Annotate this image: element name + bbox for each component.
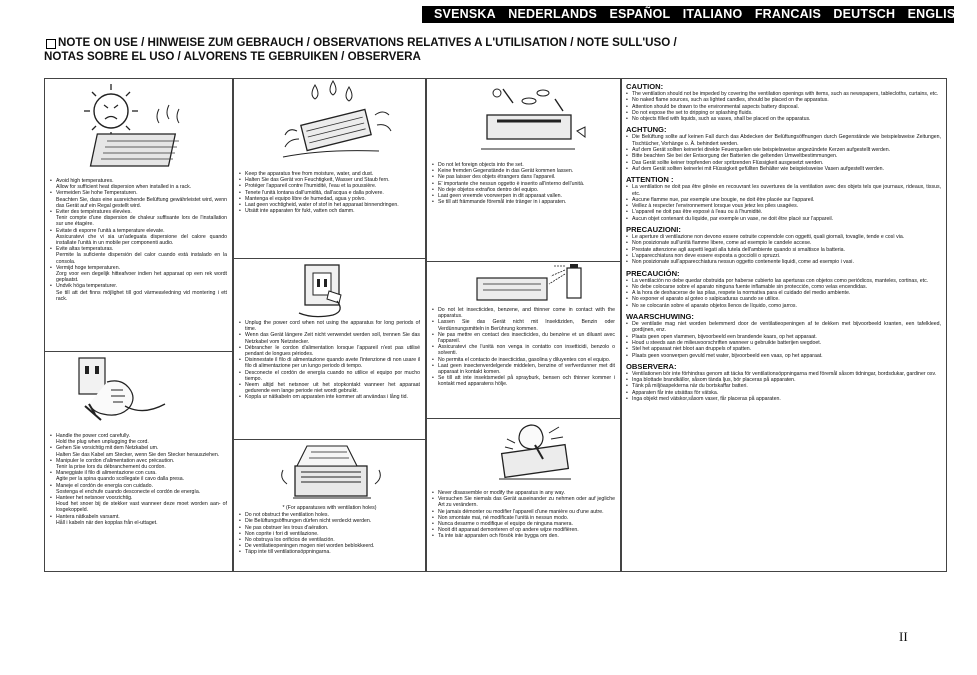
text-line: • Non smontate mai, né modificate l'unità in nessun modo. <box>432 515 615 521</box>
text-line: • Protéger l'appareil contre l'humidité, l'eau et la poussière. <box>239 183 420 189</box>
text-line: • Maneggiate il filo di alimentazione con cura. <box>50 470 227 476</box>
text-line: • Do not obstruct the ventilation holes. <box>239 512 420 518</box>
heat-text <box>50 178 227 302</box>
text-line: • Disinnestate il filo di alimentazione quando avete l'intenzione di non usare il filo di alimentazione per un lungo periodo di tempo. <box>239 357 420 369</box>
section-title-precaucion: PRECAUCIÓN: <box>626 268 680 278</box>
water-splash-amplifier-icon <box>237 79 422 169</box>
lang-deutsch: DEUTSCH <box>833 7 896 21</box>
caution-item: • Plaats geen voorwerpen gevuld met water, bijvoorbeeld een vaas, op het apparaat. <box>626 353 941 359</box>
text-line: Agite per la spina quando scollegate il cavo dalla presa. <box>56 476 185 483</box>
caution-item: • Inga objekt med vätskor,såsom vaser, får placeras på apparaten. <box>626 396 941 402</box>
text-line: • Assicuratevi che l'unità non venga in contatto con insetticidi, benzolo o solventi. <box>432 344 615 356</box>
cell-disassemble <box>427 418 620 573</box>
ventilation-note: * (For apparatuses with ventilation holes) <box>282 505 377 511</box>
text-line: • Nooit dit apparaat demonteren of op andere wijze modifiëren. <box>432 527 615 533</box>
text-line: • Wenn das Gerät längere Zeit nicht verwendet werden soll, trennen Sie das Netzkabel vom Netzstecker. <box>239 332 420 344</box>
text-line: • Non coprite i fori di ventilazione. <box>239 531 420 537</box>
text-line: Hold the plug when unplugging the cord. <box>56 439 149 446</box>
text-line: Zorg voor een degelijk hitteafvoer indien het apparaat op een rek wordt geplaatst. <box>56 271 227 284</box>
cell-foreign-objects <box>427 79 620 261</box>
text-line: • Gehen Sie vorsichtig mit dem Netzkabel um. <box>50 445 227 451</box>
ventilation-illustration <box>234 440 425 504</box>
insecticides-text <box>432 307 615 388</box>
hand-pulling-plug-icon <box>49 352 229 432</box>
caution-item: • The ventilation should not be impeded by covering the ventilation openings with items, such as newspapers, tablecloths, curtains, etc. <box>626 91 941 97</box>
caution-item: • Apparaten får inte utsättas för vätska. <box>626 390 941 396</box>
title-line-1: NOTE ON USE / HINWEISE ZUM GEBRAUCH / OBSERVATIONS RELATIVES A L'UTILISATION / NOTE SULL'USO / <box>58 36 677 49</box>
page-number: II <box>899 629 908 644</box>
caution-item: • Prestate attenzione agli aspetti legati alla tutela dell'ambiente quando si smaltisce la batteria. <box>626 247 941 253</box>
unplug-illustration <box>234 259 425 319</box>
caution-item: • La ventilation ne doit pas être gênée en recouvrant les ouvertures de la ventilation avec des objets tels que journaux, rideaux, tissus, etc. <box>626 184 941 197</box>
cell-moisture <box>234 79 425 258</box>
caution-item: • No objects filled with liquids, such as vases, shall be placed on the apparatus. <box>626 116 941 122</box>
text-line: • Handle the power cord carefully. <box>50 433 227 439</box>
text-line: • Ta inte isär apparaten och försök inte bygga om den. <box>432 533 615 539</box>
insecticides-illustration <box>427 262 620 306</box>
text-line: • Maneje el cordón de energía con cuidado. <box>50 483 227 489</box>
text-line: Allow for sufficient heat dispersion when installed in a rack. <box>56 184 192 191</box>
cell-insecticides <box>427 261 620 418</box>
text-line: • Hantera nätkabeln varsamt. <box>50 514 227 520</box>
caution-item: • Bitte beachten Sie bei der Entsorgung der Batterien die geltenden Umweltbestimmungen. <box>626 153 941 159</box>
text-line: • No deje objetos extraños dentro del equipo. <box>432 187 615 193</box>
caution-item: • Auf dem Gerät sollten keinerlei direkte Feuerquellen wie beispielsweise angezündete Kerzen aufgestellt werden. <box>626 147 941 153</box>
cell-heat <box>45 79 232 351</box>
text-line: • Evitate di esporre l'unità a temperature elevate. <box>50 228 227 234</box>
caution-item: • Ventilationen bör inte förhindras genom att täcka för ventilationsöppningarna med föremål såsom tidningar, bordsdukar, gardiner osv. <box>626 371 941 377</box>
text-line: • Nunca desarme o modifique el equipo de ninguna manera. <box>432 521 615 527</box>
text-line: • Täpp inte till ventilationsöppningarna. <box>239 549 420 555</box>
section-title-attention: ATTENTION : <box>626 175 674 185</box>
disassemble-illustration <box>427 419 620 489</box>
caution-item: • L'appareil ne doit pas être exposé à l'eau ou à l'humidité. <box>626 209 941 215</box>
wall-outlet-plug-icon <box>237 259 422 319</box>
text-line: Permite la suficiente dispersión del calor cuando está instalado en la consola. <box>56 252 227 265</box>
text-line: • Keine fremden Gegenstände in das Gerät kommen lassen. <box>432 168 615 174</box>
text-line: • Evite altas temperaturas. <box>50 246 227 252</box>
text-line: • Utsätt inte apparaten för fukt, vatten och damm. <box>239 208 420 214</box>
text-line: • Laat geen vreemde voorwerpen in dit apparaat vallen. <box>432 193 615 199</box>
ventilation-holes-icon <box>237 440 422 504</box>
text-line: • Neem altijd het netsnoer uit het stopkontakt wanneer het apparaat gedurende een lange periode niet wordt gebruikt. <box>239 382 420 394</box>
heat-illustration <box>45 79 232 177</box>
text-line: • Manipuler le cordon d'alimentation avec précaution. <box>50 458 227 464</box>
text-line: • Halten Sie das Gerät von Feuchtigkeit, Wasser und Staub fern. <box>239 177 420 183</box>
text-line: Beachten Sie, dass eine ausreichende Belüftung gewährleistet wird, wenn das Gerät auf ein Regal gestellt wird. <box>56 196 227 209</box>
text-line: • Versuchen Sie niemals das Gerät auseinander zu nehmen oder auf jegliche Art zu verändern. <box>432 496 615 508</box>
text-line: Houd het snoer bij de stekker vast wanneer deze moet worden aan- of losgekoppeld. <box>56 501 227 514</box>
text-line: • Do not let insecticides, benzene, and thinner come in contact with the apparatus. <box>432 307 615 319</box>
section-title-observera: OBSERVERA: <box>626 361 677 371</box>
text-line: • Laat geen insectenverdelgende middelen, benzine of verfverdunner met dit apparaat in kontakt komen. <box>432 363 615 375</box>
caution-item: • Do not expose the set to dripping or splashing fluids. <box>626 110 941 116</box>
text-line: • Mantenga el equipo libre de humedad, agua y polvo. <box>239 196 420 202</box>
disassemble-text <box>432 490 615 540</box>
caution-item: • Attention should be drawn to the environmental aspects battery disposal. <box>626 104 941 110</box>
caution-item: • Non posizionate sull'apparecchiatura nessun oggetto contenente liquidi, come ad esempio i vasi. <box>626 259 941 265</box>
caution-item: • No se colocarán sobre el aparato objetos llenos de líquido, como jarros. <box>626 303 941 309</box>
caution-item: • Houd u steeds aan de milieuvoorschriften wanneer u gebruikte batterijen wegdoet. <box>626 340 941 346</box>
text-line: Tenir la prise lors du débranchement du cordon. <box>56 464 166 471</box>
text-line: • Undvik höga temperaturer. <box>50 283 227 289</box>
text-line: • De ventilatieopeningen mogen niet worden beblokkeerd. <box>239 543 420 549</box>
page-title <box>44 36 744 64</box>
foreign-objects-illustration <box>427 79 620 161</box>
moisture-text <box>239 171 420 214</box>
text-line: • Avoid high temperatures. <box>50 178 227 184</box>
text-line: • Vermijd hoge temperaturen. <box>50 265 227 271</box>
text-line: • Koppla ur nätkabeln om apparaten inte kommer att användas i lång tid. <box>239 394 420 400</box>
text-line: • Ne pas laisser des objets étrangers dans l'appareil. <box>432 174 615 180</box>
text-line: Sostenga el enchufe cuando desconecte el cordón de energía. <box>56 488 201 495</box>
text-line: Håll i kabeln när den kopplas från el-uttaget. <box>56 519 158 526</box>
column-3 <box>426 78 621 572</box>
caution-item: • Stel het apparaat niet bloot aan druppels of spatten. <box>626 346 941 352</box>
section-title-caution: CAUTION: <box>626 82 664 91</box>
caution-item: • De ventilatie mag niet worden belemmerd door de ventilatieopeningen af te dekken met bijvoorbeeld kranten, een tafelkleed, gordijnen, enz. <box>626 321 941 334</box>
text-line: • Unplug the power cord when not using the apparatus for long periods of time. <box>239 320 420 332</box>
text-line: • No obstruya los orificios de ventilación. <box>239 537 420 543</box>
cell-ventilation <box>234 439 425 573</box>
caution-item: • Le aperture di ventilazione non devono essere ostruite coprendole con oggetti, quali giornali, tovaglie, tende e così via. <box>626 234 941 240</box>
foreign-objects-text <box>432 162 615 205</box>
caution-item: • Auf dem Gerät sollten keinerlei mit Flüssigkeit gefüllten Behälter wie beispielsweise Vasen aufgestellt werden. <box>626 166 941 172</box>
lang-svenska: SVENSKA <box>434 7 496 21</box>
text-line: • Ne jamais démonter ou modifier l'appareil d'une manière ou d'une autre. <box>432 509 615 515</box>
text-line: • Se till att främmande föremål inte tränger in i apparaten. <box>432 199 615 205</box>
caution-item: • Das Gerät sollte keiner tropfenden oder spritzenden Flüssigkeit ausgesetzt werden. <box>626 160 941 166</box>
caution-item: • No naked flame sources, such as lighted candles, should be placed on the apparatus. <box>626 97 941 103</box>
text-line: • No permita el contacto de insecticidas, gasolina y diluyentes con el equipo. <box>432 357 615 363</box>
lang-espanol: ESPAÑOL <box>609 7 671 21</box>
moisture-illustration <box>234 79 425 169</box>
power-cord-text <box>50 433 227 526</box>
language-bar <box>422 6 965 23</box>
caution-item: • Die Belüftung sollte auf keinen Fall durch das Abdecken der Belüftungsöffnungen durch Gegenstände wie beispielsweise Zeitungen, Tischtücher, Vorhänge o. Ä. behindert werden. <box>626 134 941 147</box>
section-title-precauzioni: PRECAUZIONI: <box>626 225 681 235</box>
spray-can-icon <box>431 262 616 306</box>
text-line: • Se till att inte insektsmedel på sprayburk, bensen och thinner kommer i kontakt med apparatens hölje. <box>432 375 615 387</box>
caution-item: • La ventilación no debe quedar obstruida por haberse cubierto las aperturas con objetos como periódicos, manteles, cortinas, etc. <box>626 278 941 284</box>
title-line-2: NOTAS SOBRE EL USO / ALVORENS TE GEBRUIKEN / OBSERVERA <box>44 50 421 63</box>
caution-item: • Non posizionate sull'unità fiamme libere, come ad esempio le candele accese. <box>626 240 941 246</box>
text-line: • Ne pas obstruer les trous d'aération. <box>239 525 420 531</box>
text-line: • Keep the apparatus free from moisture, water, and dust. <box>239 171 420 177</box>
caution-item: • A la hora de deshacerse de las pilas, respete la normativa para el cuidado del medio ambiente. <box>626 290 941 296</box>
text-line: • Débrancher le cordon d'alimentation lorsque l'appareil n'est pas utilisé pendant de longues périodes. <box>239 345 420 357</box>
text-line: Halten Sie das Kabel am Stecker, wenn Sie den Stecker herausziehen. <box>56 451 220 458</box>
text-line: • Do not let foreign objects into the set. <box>432 162 615 168</box>
caution-item: • Inga blottade brandkällor, såsom tända ljus, bör placeras på apparaten. <box>626 377 941 383</box>
text-line: Assicuratevi che vi sia un'adeguata dispersione del calore quando installate l'unità in un mobile per componenti audio. <box>56 233 227 247</box>
section-title-achtung: ACHTUNG: <box>626 125 667 135</box>
column-2 <box>233 78 426 572</box>
ventilation-text <box>239 505 420 556</box>
unplug-text <box>239 320 420 401</box>
section-title-waarschuwing: WAARSCHUWING: <box>626 312 694 322</box>
power-cord-illustration <box>45 352 232 432</box>
text-line: • Eviter des températures élevées. <box>50 209 227 215</box>
caution-item: • Aucun objet contenant du liquide, par exemple un vase, ne doit être placé sur l'appareil. <box>626 216 941 222</box>
caution-text <box>626 81 941 402</box>
text-line: • Tenete l'unità lontana dall'umidità, dall'acqua e dalla polvere. <box>239 190 420 196</box>
text-line: • Laat geen vochtigheid, water of stof in het apparaat binnendringen. <box>239 202 420 208</box>
caution-item: • Aucune flamme nue, par exemple une bougie, ne doit être placée sur l'appareil. <box>626 197 941 203</box>
caution-item: • Tänk på miljöaspekterna när du bortskaffar batteri. <box>626 383 941 389</box>
lang-nederlands: NEDERLANDS <box>508 7 598 21</box>
cell-power-cord <box>45 351 232 573</box>
column-1 <box>44 78 233 572</box>
lang-italiano: ITALIANO <box>682 7 743 21</box>
text-line: • Die Belüftungsöffnungen dürfen nicht verdeckt werden. <box>239 518 420 524</box>
text-line: • Desconecte el cordón de energía cuando no utilice el equipo por mucho tiempo. <box>239 370 420 382</box>
caution-item: • L'apparecchiatura non deve essere esposta a gocciolii o spruzzi. <box>626 253 941 259</box>
text-line: • Never disassemble or modify the apparatus in any way. <box>432 490 615 496</box>
text-line: • Lassen Sie das Gerät nicht mit Insektiziden, Benzin oder Verdünnungsmitteln in Berührung kommen. <box>432 319 615 331</box>
lang-english: ENGLISH <box>907 7 965 21</box>
caution-item: • Plaats geen open vlammen, bijvoorbeeld een brandende kaars, op het apparaat. <box>626 334 941 340</box>
text-line: • E' importante che nessun oggetto è inserito all'interno dell'unità. <box>432 181 615 187</box>
text-line: • Ne pas mettre en contact des insecticides, du benzène et un diluant avec l'appareil. <box>432 332 615 344</box>
screwdriver-hand-icon <box>431 419 616 489</box>
text-line: Tenir compte d'une dispersion de chaleur suffisante lors de l'installation sur une étagère. <box>56 215 227 228</box>
text-line: Se till att det finns möjlighet till god värmeavledning vid montering i ett rack. <box>56 289 227 302</box>
caution-item: • Veillez à respecter l'environnement lorsque vous jetez les piles usagées. <box>626 203 941 209</box>
text-line: • Hanteer het netsnoer voorzichtig. <box>50 495 227 501</box>
text-line: • Vermeiden Sie hohe Temperaturen. <box>50 190 227 196</box>
caution-panel <box>621 78 947 572</box>
hot-sun-amplifier-icon <box>49 79 229 174</box>
cell-unplug <box>234 258 425 439</box>
caution-item: • No debe colocarse sobre el aparato ninguna fuente inflamable sin protección, como velas encendidas. <box>626 284 941 290</box>
lang-francais: FRANCAIS <box>754 7 822 21</box>
caution-item: • No exponer el aparato al goteo o salpicaduras cuando se utilice. <box>626 296 941 302</box>
coins-objects-icon <box>431 79 616 161</box>
